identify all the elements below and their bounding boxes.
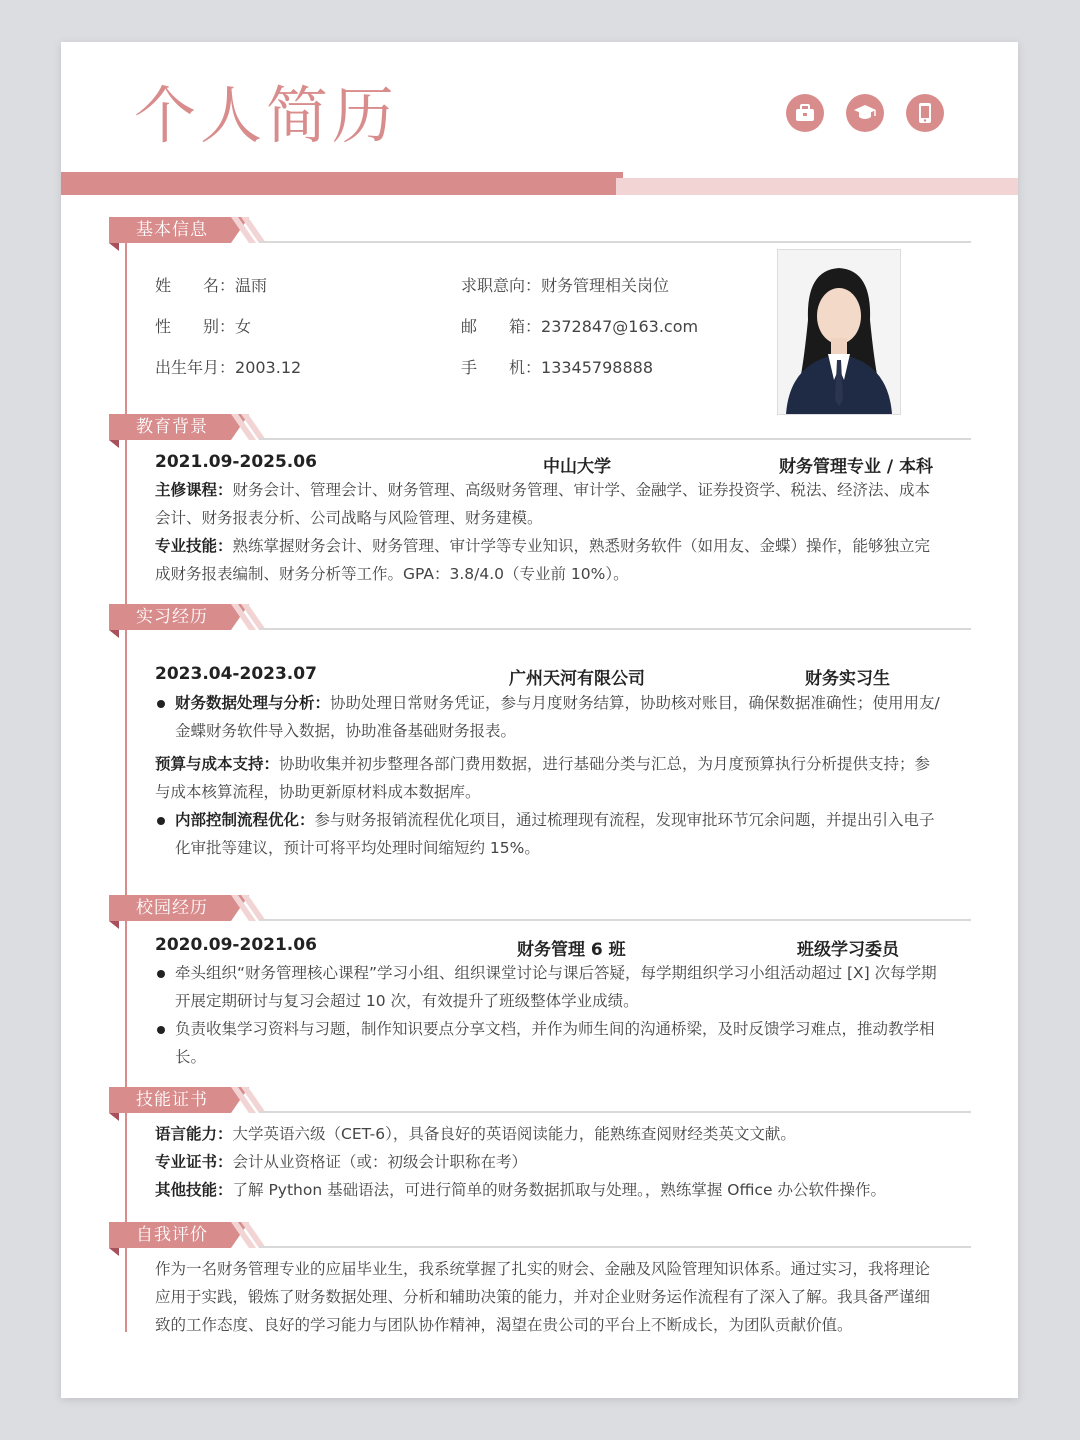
- gender-field: 性 别：女: [155, 317, 252, 336]
- graduation-cap-icon: [846, 94, 884, 132]
- campus-org: 财务管理 6 班: [517, 940, 626, 960]
- internship-period: 2023.04-2023.07: [155, 664, 317, 684]
- section-title: 基本信息: [109, 217, 231, 243]
- section-divider: [259, 438, 971, 440]
- header-banner: [61, 172, 623, 195]
- gender-value: 女: [235, 317, 252, 336]
- header-icons: [786, 94, 944, 132]
- education-skills: 专业技能：熟练掌握财务会计、财务管理、审计学等专业知识，熟悉财务软件（如用友、金蝶）操作，能够独立完成财务报表编制、财务分析等工作。GPA：3.8/4.0（专业前 10%）。: [155, 537, 931, 583]
- section-header-education: [109, 414, 971, 440]
- section-stripes: [227, 1087, 267, 1113]
- education-period: 2021.09-2025.06: [155, 452, 317, 472]
- intent-field: 求职意向：财务管理相关岗位: [461, 276, 670, 295]
- section-stripes: [227, 895, 267, 921]
- skill-certificate: 专业证书：会计从业资格证（或：初级会计职称在考）: [155, 1153, 528, 1171]
- section-fold: [109, 921, 119, 929]
- section-stripes: [227, 1222, 267, 1248]
- section-divider: [259, 919, 971, 921]
- section-fold: [109, 630, 119, 638]
- internship-company: 广州天河有限公司: [509, 669, 645, 689]
- section-fold: [109, 1248, 119, 1256]
- education-school: 中山大学: [543, 457, 611, 477]
- section-header-basic: [109, 217, 971, 243]
- section-stripes: [227, 414, 267, 440]
- phone-icon: [906, 94, 944, 132]
- internship-item: 内部控制流程优化：参与财务报销流程优化项目，通过梳理现有流程，发现审批环节冗余问题，并提出引入电子化审批等建议，预计可将平均处理时间缩短约 15%。: [155, 806, 945, 862]
- section-title: 技能证书: [109, 1087, 231, 1113]
- name-field: 姓 名：温雨: [155, 276, 268, 295]
- section-title: 教育背景: [109, 414, 231, 440]
- internship-role: 财务实习生: [805, 669, 890, 689]
- phone-field: 手 机：13345798888: [461, 358, 653, 377]
- timeline-line: [125, 222, 127, 1332]
- section-header-self: [109, 1222, 971, 1248]
- section-fold: [109, 440, 119, 448]
- skill-language: 语言能力：大学英语六级（CET-6），具备良好的英语阅读能力，能熟练查阅财经类英文文献。: [155, 1125, 796, 1143]
- section-header-skills: [109, 1087, 971, 1113]
- section-fold: [109, 1113, 119, 1121]
- internship-item: 财务数据处理与分析：协助处理日常财务凭证，参与月度财务结算，协助核对账目，确保数据准确性；使用用友/金蝶财务软件导入数据，协助准备基础财务报表。: [155, 689, 945, 745]
- section-fold: [109, 243, 119, 251]
- intent-value: 财务管理相关岗位: [541, 276, 670, 295]
- profile-photo: [777, 249, 901, 415]
- email-field: 邮 箱：2372847@163.com: [461, 317, 699, 336]
- section-title: 自我评价: [109, 1222, 231, 1248]
- name-value: 温雨: [235, 276, 268, 295]
- section-stripes: [227, 217, 267, 243]
- section-header-internship: [109, 604, 971, 630]
- campus-item: 牵头组织“财务管理核心课程”学习小组、组织课堂讨论与课后答疑，每学期组织学习小组活动超过 [X] 次每学期开展定期研讨与复习会超过 10 次，有效提升了班级整体学业成绩。: [155, 959, 945, 1015]
- campus-item: 负责收集学习资料与习题，制作知识要点分享文档，并作为师生间的沟通桥梁，及时反馈学习难点，推动教学相长。: [155, 1015, 945, 1071]
- section-title: 实习经历: [109, 604, 231, 630]
- section-stripes: [227, 604, 267, 630]
- section-divider: [259, 1111, 971, 1113]
- birth-field: 出生年月：2003.12: [155, 358, 302, 377]
- header-banner-light: [616, 178, 1018, 195]
- internship-item: 预算与成本支持：协助收集并初步整理各部门费用数据，进行基础分类与汇总，为月度预算执行分析提供支持；参与成本核算流程，协助更新原材料成本数据库。: [155, 755, 931, 801]
- education-courses: 主修课程：财务会计、管理会计、财务管理、高级财务管理、审计学、金融学、证券投资学、税法、经济法、成本会计、财务报表分析、公司战略与风险管理、财务建模。: [155, 481, 931, 527]
- education-major: 财务管理专业 / 本科: [779, 457, 934, 477]
- section-title: 校园经历: [109, 895, 231, 921]
- self-evaluation: 作为一名财务管理专业的应届毕业生，我系统掌握了扎实的财会、金融及风险管理知识体系。通过实习，我将理论应用于实践，锻炼了财务数据处理、分析和辅助决策的能力，并对企业财务运作流程有了深入了解。我具备严谨细致的工作态度、良好的学习能力与团队协作精神，渴望在贵公司的平台上不断成长，为团队贡献价值。: [155, 1260, 931, 1334]
- page-title: 个人简历: [134, 79, 399, 152]
- section-divider: [259, 1246, 971, 1248]
- birth-value: 2003.12: [235, 358, 302, 377]
- campus-role: 班级学习委员: [797, 940, 899, 960]
- briefcase-icon: [786, 94, 824, 132]
- email-value: 2372847@163.com: [541, 317, 699, 336]
- campus-period: 2020.09-2021.06: [155, 935, 317, 955]
- skill-other: 其他技能：了解 Python 基础语法，可进行简单的财务数据抓取与处理。，熟练掌握 Office 办公软件操作。: [155, 1181, 886, 1199]
- resume-page: [61, 42, 1018, 1398]
- section-header-campus: [109, 895, 971, 921]
- section-divider: [259, 241, 971, 243]
- phone-value: 13345798888: [541, 358, 653, 377]
- section-divider: [259, 628, 971, 630]
